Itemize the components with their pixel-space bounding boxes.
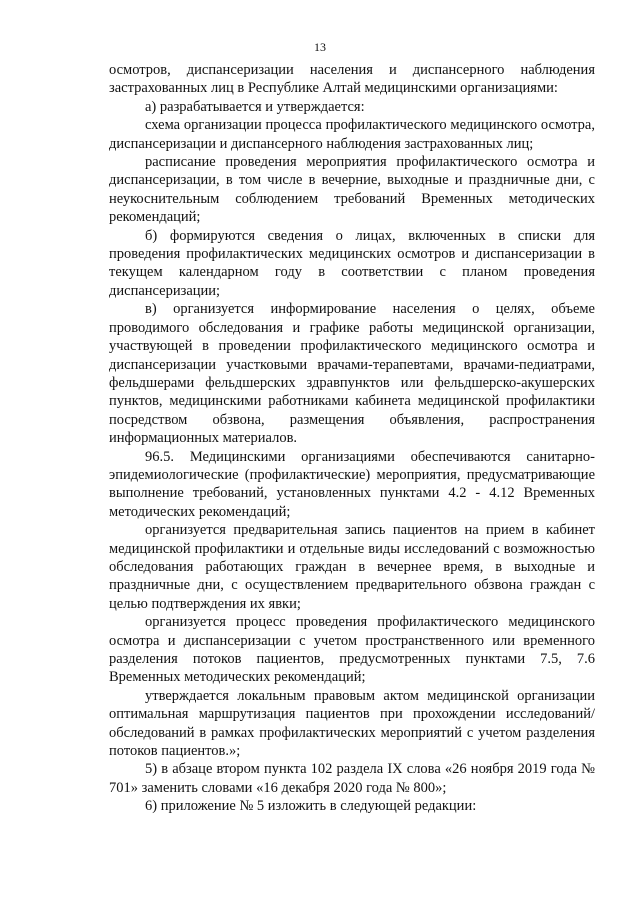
paragraph-3: схема организации процесса профилактического медицинского осмотра, диспансеризации и диспансерного наблюдения застрахованных лиц; xyxy=(109,117,595,152)
paragraph-11: 5) в абзаце втором пункта 102 раздела IX слова «26 ноября 2019 года № 701» заменить словами «16 декабря 2020 года № 800»; xyxy=(109,761,595,796)
paragraph-8: организуется предварительная запись пациентов на прием в кабинет медицинской профилактики и отдельные виды исследований с возможностью обследования работающих граждан в вечернее время, в выходные и праздничные дни, с осуществлением предварительного обзвона граждан с целью подтверждения их явки; xyxy=(109,522,595,612)
paragraph-7: 96.5. Медицинскими организациями обеспечиваются санитарно-эпидемиологические (профилактические) мероприятия, предусматривающие выполнение требований, установленных пунктами 4.2 - 4.12 Временных методических рекомендаций; xyxy=(109,448,595,520)
paragraph-9: организуется процесс проведения профилактического медицинского осмотра и диспансеризации с учетом пространственного или временного разделения потоков пациентов, предусмотренных пунктами 7.5, 7.6 Временных методических рекомендаций; xyxy=(109,614,595,686)
paragraph-5: б) формируются сведения о лицах, включенных в списки для проведения профилактических медицинских осмотров и диспансеризации в текущем календарном году в соответствии с планом проведения диспансеризации; xyxy=(109,227,595,299)
paragraph-10: утверждается локальным правовым актом медицинской организации оптимальная маршрутизация пациентов при прохождении исследований/обследований в рамках профилактических мероприятий с учетом разделения потоков пациентов.»; xyxy=(109,687,595,760)
paragraph-6: в) организуется информирование населения о целях, объеме проводимого обследования и графике работы медицинской организации, участвующей в проведении профилактического медицинского осмотра и диспансеризации участковыми врачами-терапевтами, врачами-педиатрами, фельдшерами фельдшерских здравпунктов или фельдшерско-акушерских пунктов, медицинскими работниками кабинета медицинской профилактики посредством обзвона, размещения объявления, распространения информационных материалов. xyxy=(109,301,595,447)
paragraph-2: а) разрабатывается и утверждается: xyxy=(145,98,365,115)
page-number: 13 xyxy=(314,40,326,54)
document-body xyxy=(109,61,595,816)
paragraph-4: расписание проведения мероприятия профилактического осмотра и диспансеризации, в том числе в вечерние, выходные и праздничные дни, с неукоснительным соблюдением требований Временных методических рекомендаций; xyxy=(109,154,595,226)
paragraph-12: 6) приложение № 5 изложить в следующей редакции: xyxy=(145,798,477,815)
paragraph-1: осмотров, диспансеризации населения и диспансерного наблюдения застрахованных лиц в Республике Алтай медицинскими организациями: xyxy=(109,62,595,97)
